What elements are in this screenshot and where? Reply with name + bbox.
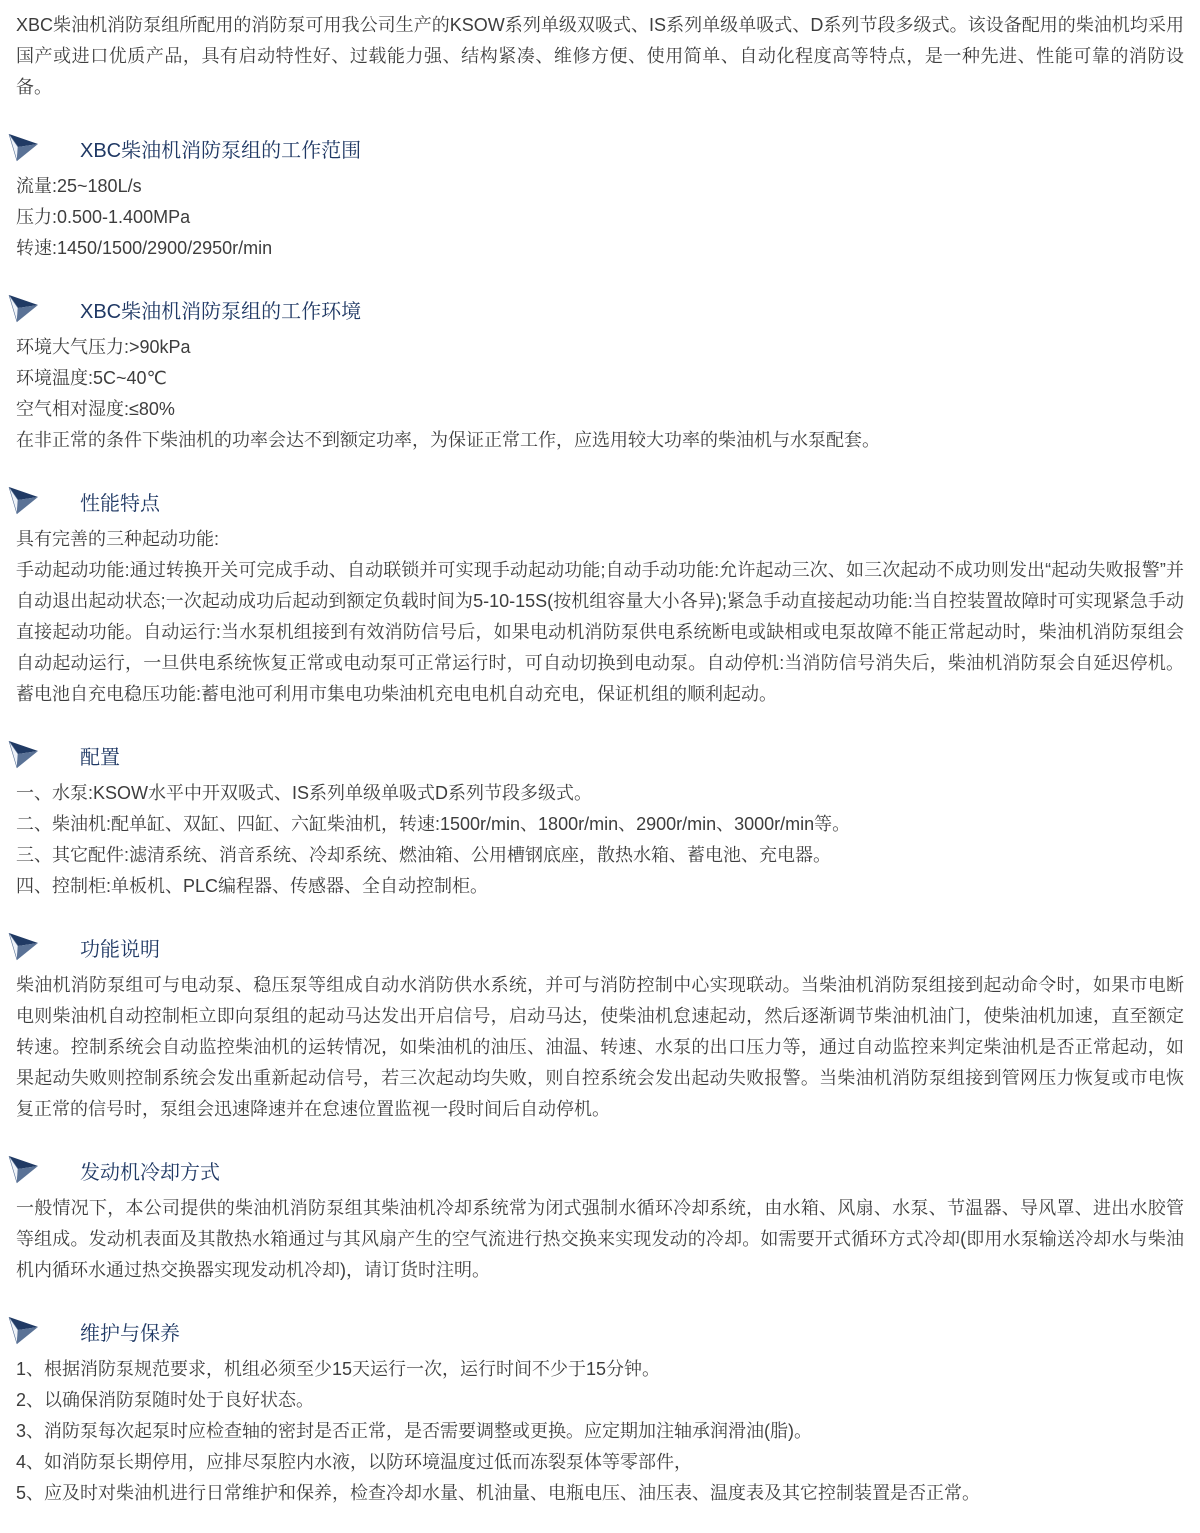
text-line: 环境大气压力:>90kPa (16, 337, 191, 357)
arrow-bullet-icon (8, 933, 39, 961)
section-heading-row (16, 740, 1184, 770)
content-section (16, 740, 1184, 902)
text-line: 3、消防泵每次起泵时应检查轴的密封是否正常，是否需要调整或更换。应定期加注轴承润滑油(脂)。 (16, 1421, 812, 1441)
text-line: 手动起动功能:通过转换开关可完成手动、自动联锁并可实现手动起动功能;自动手动功能:允许起动三次、如三次起动不成功则发出“起动失败报警”并自动退出起动状态;一次起动成功后起动到额定负载时间为5-10-15S(按机组容量大小各异);紧急手动直接起动功能:当自控装置故障时可实现紧急手动直接起动功能。自动运行:当水泵机组接到有效消防信号后，如果电动机消防泵供电系统断电或缺相或电泵故障不能正常起动时，柴油机消防泵组会自动起动运行，一旦供电系统恢复正常或电动泵可正常运行时，可自动切换到电动泵。自动停机:当消防信号消失后，柴油机消防泵会自延迟停机。蓄电池自充电稳压功能:蓄电池可利用市集电功柴油机充电电机自动充电，保证机组的顺利起动。 (16, 560, 1184, 704)
content-section (16, 486, 1184, 710)
text-line: 1、根据消防泵规范要求，机组必须至少15天运行一次，运行时间不少于15分钟。 (16, 1359, 661, 1379)
text-line: 转速:1450/1500/2900/2950r/min (16, 238, 273, 258)
section-title: 维护与保养 (80, 1322, 180, 1345)
content-section (16, 294, 1184, 456)
section-body (16, 1354, 1184, 1509)
section-title: XBC柴油机消防泵组的工作范围 (80, 139, 362, 162)
text-line: 压力:0.500-1.400MPa (16, 207, 191, 227)
text-line: 二、柴油机:配单缸、双缸、四缸、六缸柴油机，转速:1500r/min、1800r/min、2900r/min、3000r/min等。 (16, 814, 851, 834)
arrow-bullet-icon (8, 487, 39, 515)
text-line: 5、应及时对柴油机进行日常维护和保养，检查冷却水量、机油量、电瓶电压、油压表、温度表及其它控制装置是否正常。 (16, 1483, 981, 1503)
section-heading-row (16, 133, 1184, 163)
content-section (16, 932, 1184, 1125)
section-heading-row (16, 486, 1184, 516)
section-title: 性能特点 (80, 492, 160, 515)
section-body (16, 332, 1184, 456)
text-line: 4、如消防泵长期停用，应排尽泵腔内水液，以防环境温度过低而冻裂泵体等零部件， (16, 1452, 693, 1472)
text-line: 流量:25~180L/s (16, 176, 142, 196)
section-heading-row (16, 1155, 1184, 1185)
section-body (16, 778, 1184, 902)
text-line: 在非正常的条件下柴油机的功率会达不到额定功率，为保证正常工作，应选用较大功率的柴油机与水泵配套。 (16, 430, 880, 450)
section-heading-row (16, 1316, 1184, 1346)
section-body (16, 524, 1184, 710)
section-title: 配置 (80, 746, 120, 769)
section-body (16, 1193, 1184, 1286)
text-line: 柴油机消防泵组可与电动泵、稳压泵等组成自动水消防供水系统，并可与消防控制中心实现联动。当柴油机消防泵组接到起动命令时，如果市电断电则柴油机自动控制柜立即向泵组的起动马达发出开启信号，启动马达，使柴油机怠速起动，然后逐渐调节柴油机油门，使柴油机加速，直至额定转速。控制系统会自动监控柴油机的运转情况，如柴油机的油压、油温、转速、水泵的出口压力等，通过自动监控来判定柴油机是否正常起动，如果起动失败则控制系统会发出重新起动信号，若三次起动均失败，则自控系统会发出起动失败报警。当柴油机消防泵组接到管网压力恢复或市电恢复正常的信号时，泵组会迅速降速并在怠速位置监视一段时间后自动停机。 (16, 975, 1184, 1119)
content-section (16, 1155, 1184, 1286)
intro-paragraph: XBC柴油机消防泵组所配用的消防泵可用我公司生产的KSOW系列单级双吸式、IS系列单级单吸式、D系列节段多级式。该设备配用的柴油机均采用国产或进口优质产品，具有启动特性好、过载能力强、结构紧凑、维修方便、使用简单、自动化程度高等特点，是一种先进、性能可靠的消防设备。 (16, 15, 1184, 97)
section-title: 功能说明 (80, 938, 160, 961)
text-line: 空气相对湿度:≤80% (16, 399, 175, 419)
text-line: 一般情况下，本公司提供的柴油机消防泵组其柴油机冷却系统常为闭式强制水循环冷却系统，由水箱、风扇、水泵、节温器、导风罩、进出水胶管等组成。发动机表面及其散热水箱通过与其风扇产生的空气流进行热交换来实现发动的冷却。如需要开式循环方式冷却(即用水泵输送冷却水与柴油机内循环水通过热交换器实现发动机冷却)，请订货时注明。 (16, 1198, 1184, 1280)
arrow-bullet-icon (8, 741, 39, 769)
section-heading-row (16, 294, 1184, 324)
text-line: 具有完善的三种起动功能: (16, 529, 219, 549)
section-title: XBC柴油机消防泵组的工作环境 (80, 300, 362, 323)
text-line: 三、其它配件:滤清系统、消音系统、冷却系统、燃油箱、公用槽钢底座，散热水箱、蓄电池、充电器。 (16, 845, 831, 865)
content-section (16, 1316, 1184, 1509)
section-body (16, 171, 1184, 264)
arrow-bullet-icon (8, 1156, 39, 1184)
section-body (16, 970, 1184, 1125)
arrow-bullet-icon (8, 1317, 39, 1345)
text-line: 四、控制柜:单板机、PLC编程器、传感器、全自动控制柜。 (16, 876, 489, 896)
section-title: 发动机冷却方式 (80, 1161, 220, 1184)
content-section (16, 133, 1184, 264)
arrow-bullet-icon (8, 134, 39, 162)
text-line: 2、以确保消防泵随时处于良好状态。 (16, 1390, 315, 1410)
section-heading-row (16, 932, 1184, 962)
text-line: 环境温度:5C~40℃ (16, 368, 167, 388)
arrow-bullet-icon (8, 295, 39, 323)
text-line: 一、水泵:KSOW水平中开双吸式、IS系列单级单吸式D系列节段多级式。 (16, 783, 593, 803)
